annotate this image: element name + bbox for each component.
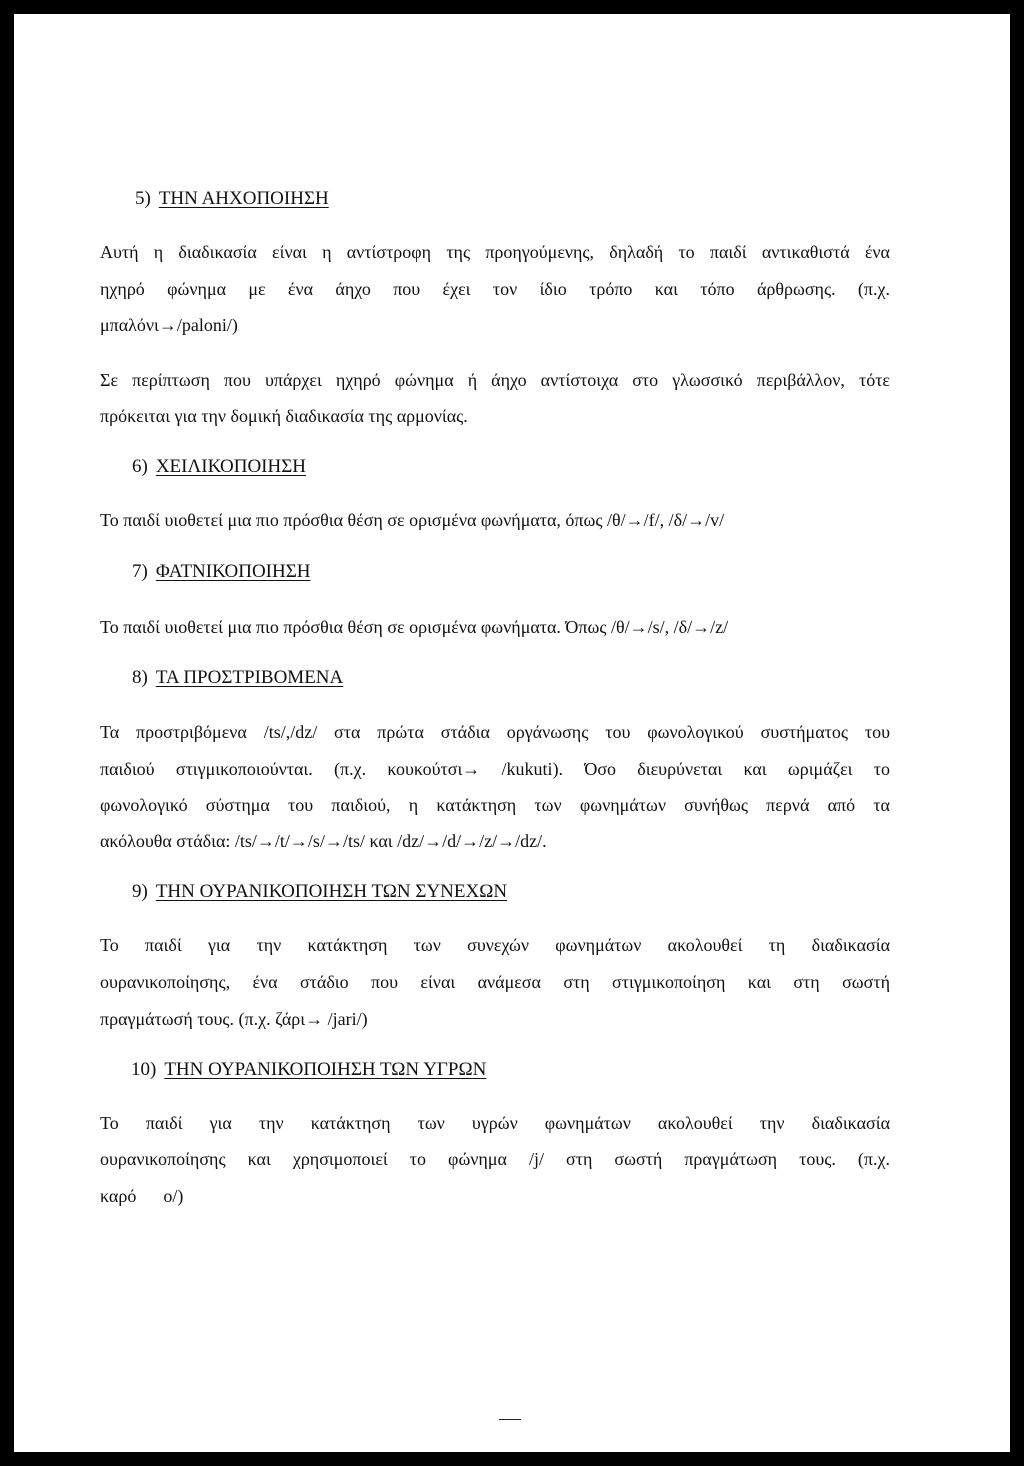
footer-dash	[499, 1419, 521, 1420]
paragraph-line: ουρανικοποίησης και χρησιμοποιεί το φώνημα /j/ στη σωστή πραγμάτωση τους. (π.χ.	[100, 1149, 890, 1169]
paragraph-line: Σε περίπτωση που υπάρχει ηχηρό φώνημα ή άηχο αντίστοιχα στο γλωσσικό περιβάλλον, τότε	[100, 370, 890, 390]
section-number: 10)	[131, 1059, 157, 1080]
section-number: 9)	[132, 881, 148, 902]
section-number: 7)	[132, 561, 148, 582]
paragraph-line: ουρανικοποίησης, ένα στάδιο που είναι ανάμεσα στη στιγμικοποίηση και στη σωστή	[100, 972, 890, 992]
paragraph-line: καρό ο/)	[100, 1186, 184, 1206]
section-number: 6)	[132, 456, 148, 477]
paragraph-line: Το παιδί υιοθετεί μια πιο πρόσθια θέση σε ορισμένα φωνήματα, όπως /θ/→/f/, /δ/→/v/	[100, 510, 725, 530]
section-number: 8)	[132, 667, 148, 688]
paragraph-line: πραγμάτωσή τους. (π.χ. ζάρι→ /jari/)	[100, 1009, 368, 1029]
section-title: ΤΗΝ ΟΥΡΑΝΙΚΟΠΟΙΗΣΗ ΤΩΝ ΥΓΡΩΝ	[164, 1059, 487, 1080]
paragraph-line: ηχηρό φώνημα με ένα άηχο που έχει τον ίδιο τρόπο και τόπο άρθρωσης. (π.χ.	[100, 279, 890, 299]
paragraph-line: Αυτή η διαδικασία είναι η αντίστροφη της προηγούμενης, δηλαδή το παιδί αντικαθιστά ένα	[100, 242, 890, 262]
section-heading-6	[132, 457, 306, 477]
paragraph-line: Το παιδί για την κατάκτηση των υγρών φωνημάτων ακολουθεί την διαδικασία	[100, 1113, 890, 1133]
paragraph-line: πρόκειται για την δομική διαδικασία της αρμονίας.	[100, 406, 468, 426]
paragraph-line: Το παιδί για την κατάκτηση των συνεχών φωνημάτων ακολουθεί τη διαδικασία	[100, 935, 890, 955]
paragraph-line: Το παιδί υιοθετεί μια πιο πρόσθια θέση σε ορισμένα φωνήματα. Όπως /θ/→/s/, /δ/→/z/	[100, 617, 729, 637]
section-heading-10	[131, 1060, 486, 1080]
section-heading-7	[132, 562, 311, 582]
section-title: ΤΑ ΠΡΟΣΤΡΙΒΟΜΕΝΑ	[155, 667, 344, 688]
section-title: ΦΑΤΝΙΚΟΠΟΙΗΣΗ	[155, 561, 311, 582]
section-title: ΤΗΝ ΟΥΡΑΝΙΚΟΠΟΙΗΣΗ ΤΩΝ ΣΥΝΕΧΩΝ	[155, 881, 508, 902]
section-number: 5)	[135, 188, 151, 209]
section-title: ΧΕΙΛΙΚΟΠΟΙΗΣΗ	[155, 456, 306, 477]
paragraph-line: φωνολογικό σύστημα του παιδιού, η κατάκτηση των φωνημάτων συνήθως περνά από τα	[100, 795, 890, 815]
section-title: ΤΗΝ ΑΗΧΟΠΟΙΗΣΗ	[158, 188, 329, 209]
section-heading-9	[132, 882, 507, 902]
paragraph-line: μπαλόνι→/paloni/)	[100, 315, 238, 335]
section-heading-5	[135, 189, 329, 209]
paragraph-line: παιδιού στιγμικοποιούνται. (π.χ. κουκούτσι→ /kukuti). Όσο διευρύνεται και ωριμάζει το	[100, 759, 890, 779]
paragraph-line: Τα προστριβόμενα /ts/,/dz/ στα πρώτα στάδια οργάνωσης του φωνολογικού συστήματος του	[100, 722, 890, 742]
section-heading-8	[132, 668, 343, 688]
document-page	[14, 14, 1010, 1452]
paragraph-line: ακόλουθα στάδια: /ts/→/t/→/s/→/ts/ και /dz/→/d/→/z/→/dz/.	[100, 831, 547, 851]
